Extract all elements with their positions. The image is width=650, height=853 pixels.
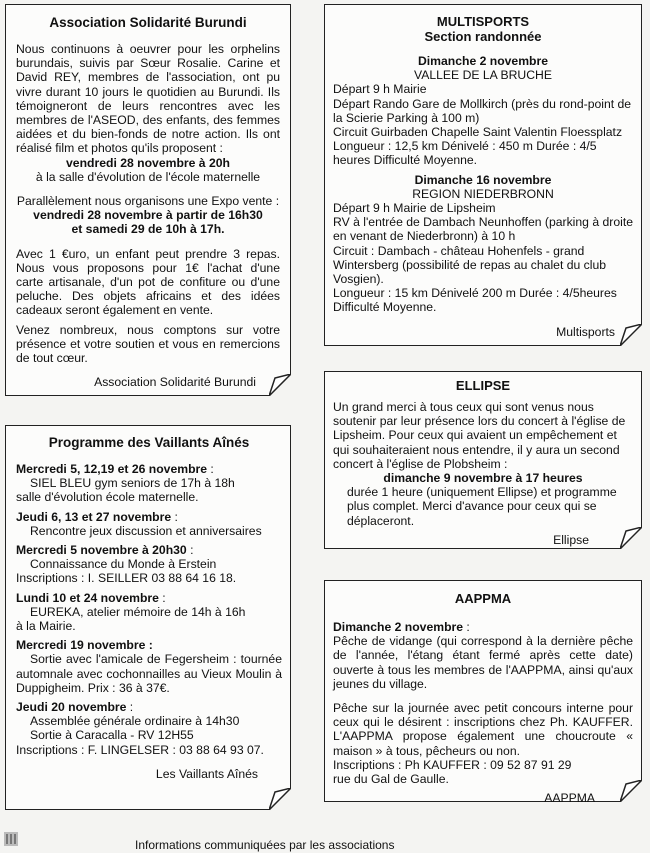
vai-event-6-line-3: Inscriptions : F. LINGELSER : 03 88 64 93 07. xyxy=(16,742,264,757)
mul-rando-1-line-4: Longueur : 12,5 km Dénivelé : 450 m Durée : 4/5 heures Difficulté Moyenne. xyxy=(333,139,597,168)
mul-subtitle: Section randonnée xyxy=(424,29,542,44)
vai-event-1-line-1: SIEL BLEU gym seniors de 17h à 18h xyxy=(30,476,235,491)
asb-paragraph-2: Parallèlement nous organisons une Expo vente : xyxy=(16,194,280,209)
asb-expo-date-1: vendredi 28 novembre à partir de 16h30 xyxy=(33,208,263,223)
aap-inscriptions: Inscriptions : Ph KAUFFER : 09 52 87 91 29 xyxy=(333,757,572,772)
vaillants-aines-box xyxy=(5,425,291,810)
ell-paragraph-2: durée 1 heure (uniquement Ellipse) et programme plus complet. Merci d'avance pour ceux qui se déplaceront. xyxy=(347,485,617,528)
mul-rando-2-line-4: Longueur : 15 km Dénivelé 200 m Durée : 4/5heures Difficulté Moyenne. xyxy=(333,286,617,315)
vai-event-3-line-2: Inscriptions : I. SEILLER 03 88 64 16 18. xyxy=(16,571,237,586)
asb-title: Association Solidarité Burundi xyxy=(49,15,247,30)
aappma-box xyxy=(324,580,642,806)
page-fold-corner xyxy=(620,780,642,802)
mul-rando-1-line-2: Départ Rando Gare de Mollkirch (près du rond-point de la Scierie Parking à 100 m) xyxy=(333,96,632,125)
ell-signature: Ellipse xyxy=(553,532,589,547)
ell-title: ELLIPSE xyxy=(455,378,511,393)
vai-event-6-heading: Jeudi 20 novembre : xyxy=(16,700,134,715)
mul-rando-2-date: Dimanche 16 novembre xyxy=(414,172,552,187)
page-fold-corner xyxy=(620,324,642,346)
aap-address: rue du Gal de Gaulle. xyxy=(333,772,449,787)
mul-rando-1-date: Dimanche 2 novembre xyxy=(417,54,549,68)
page-fold-corner xyxy=(269,788,291,810)
vai-event-4-line-2: à la Mairie. xyxy=(16,619,76,634)
asb-expo-date-2: et samedi 29 de 10h à 17h. xyxy=(71,222,225,237)
vai-event-4-line-1: EUREKA, atelier mémoire de 14h à 16h xyxy=(30,604,246,619)
vai-event-1-heading: Mercredi 5, 12,19 et 26 novembre : xyxy=(16,462,214,476)
footer-note: Informations communiquées par les associations xyxy=(135,838,395,852)
association-solidarite-burundi-box xyxy=(5,4,291,396)
aap-paragraph-2: Pêche sur la journée avec petit concours interne pour ceux qui le désirent : inscriptions chez Ph. KAUFFER. L'AAPPMA propose également une choucroute « maison » à tous, pêcheurs ou non. xyxy=(333,701,633,758)
mul-rando-2-line-2: RV à l'entrée de Dambach Neunhoffen (parking à droite en venant de Niederbronn) à 10 h xyxy=(333,215,633,244)
aap-heading: Dimanche 2 novembre : xyxy=(333,620,470,634)
ellipse-box xyxy=(324,371,642,549)
document-logo-icon xyxy=(4,832,18,846)
aap-signature: AAPPMA xyxy=(544,791,595,806)
page-fold-corner xyxy=(269,374,291,396)
vai-event-6-line-2: Sortie à Caracalla - RV 12H55 xyxy=(30,728,194,743)
vai-event-6-line-1: Assemblée générale ordinaire à 14h30 xyxy=(30,714,240,729)
asb-paragraph-3: Avec 1 €uro, un enfant peut prendre 3 repas. Nous vous proposons pour 1€ l'achat d'une carte artisanale, d'un pot de confiture ou d'une peluche. Des objets africains et des idées cadeaux seront également en vente. xyxy=(16,246,280,318)
vai-event-3-heading: Mercredi 5 novembre à 20h30 : xyxy=(16,543,194,558)
vai-event-5-heading: Mercredi 19 novembre : xyxy=(16,638,153,653)
ell-paragraph-1: Un grand merci à tous ceux qui sont venus nous soutenir par leur présence lors du concert à l'église de Lipsheim. Pour ceux qui avaient un empêchement et qui souhaiteraient nous entendre, il y aura un second concert à l'église de Plobsheim : xyxy=(333,400,626,471)
asb-event-place: à la salle d'évolution de l'école maternelle xyxy=(35,169,261,184)
aap-title: AAPPMA xyxy=(454,591,512,606)
vai-event-2-heading: Jeudi 6, 13 et 27 novembre : xyxy=(16,509,178,524)
vai-event-1-line-2: salle d'évolution école maternelle. xyxy=(16,490,199,505)
page-fold-corner xyxy=(620,527,642,549)
mul-rando-2-place: REGION NIEDERBRONN xyxy=(412,186,554,201)
mul-rando-1-line-1: Départ 9 h Mairie xyxy=(333,82,427,97)
multisports-box xyxy=(324,4,642,346)
vai-event-5-line-1: Sortie avec l'amicale de Fegersheim : tournée automnale avec cochonnailles au Vieux Moulin à Duppigheim. Prix : 36 à 37€. xyxy=(16,652,282,695)
mul-signature: Multisports xyxy=(556,324,615,339)
vai-signature: Les Vaillants Aînés xyxy=(155,766,258,781)
mul-rando-2-line-1: Départ 9 h Mairie de Lipsheim xyxy=(333,201,496,216)
asb-paragraph-4: Venez nombreux, nous comptons sur votre présence et votre soutien et vous en remercions de tout cœur. xyxy=(16,322,280,366)
mul-title: MULTISPORTS xyxy=(436,14,530,29)
mul-rando-1-place: VALLEE DE LA BRUCHE xyxy=(414,68,552,83)
aap-paragraph-1: Pêche de vidange (qui correspond à la dernière pêche de l'année, l'étang étant fermé après cette date) ouverte à tous les membres de l'AAPPMA, ainsi qu'aux jeunes du village. xyxy=(333,634,633,691)
vai-event-2-line-1: Rencontre jeux discussion et anniversaires xyxy=(30,523,262,538)
mul-rando-1-line-3: Circuit Guirbaden Chapelle Saint Valentin Floessplatz xyxy=(333,125,623,140)
asb-event-date: vendredi 28 novembre à 20h xyxy=(66,155,230,170)
asb-signature: Association Solidarité Burundi xyxy=(94,375,256,390)
asb-paragraph-1: Nous continuons à oeuvrer pour les orphelins burundais, suivis par Sœur Rosalie. Carine et David REY, membres de l'association, ont pu vivre durant 10 jours le quotidien au Burundi. Ils témoigneront de leurs rencontres avec les membres de l'ASEOD, des enfants, des femmes aidées et du bien-fonds de notre action. Ils ont réalisé film et photos qu'ils proposent : xyxy=(16,42,280,156)
vai-event-4-heading: Lundi 10 et 24 novembre : xyxy=(16,590,166,605)
ell-concert-date: dimanche 9 novembre à 17 heures xyxy=(383,471,583,486)
vai-event-3-line-1: Connaissance du Monde à Erstein xyxy=(30,557,217,572)
vai-title: Programme des Vaillants Aînés xyxy=(48,435,250,450)
mul-rando-2-line-3: Circuit : Dambach - château Hohenfels - grand Wintersberg (possibilité de repas au chalet du club Vosgien). xyxy=(333,243,607,287)
